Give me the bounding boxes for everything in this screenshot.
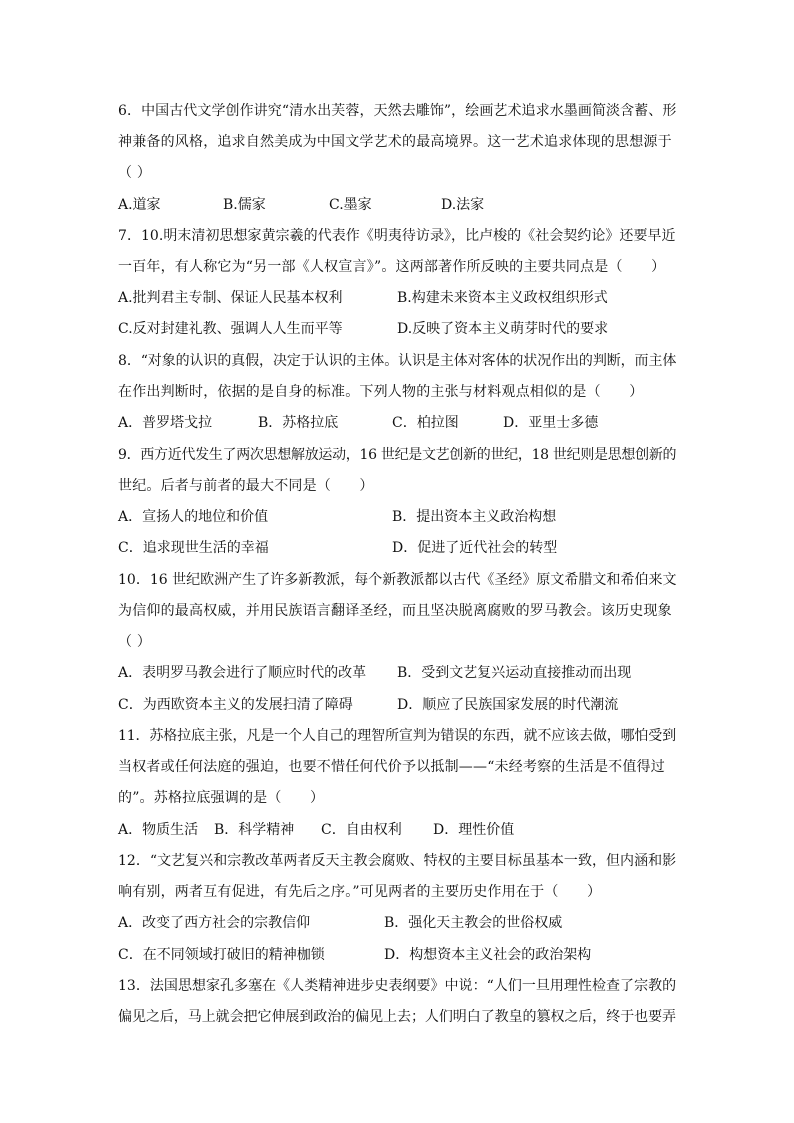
- q10-option-d[interactable]: D．顺应了民族国家发展的时代潮流: [397, 697, 619, 713]
- q8-option-b[interactable]: B．苏格拉底: [258, 415, 339, 431]
- q7-line-1: 7．10.明末清初思想家黄宗羲的代表作《明夷待访录》，比卢梭的《社会契约论》还要早近: [118, 228, 676, 244]
- q7-line-2: 一百年，有人称它为“另一部《人权宣言》”。这两部著作所反映的主要共同点是（ ）: [118, 259, 666, 275]
- q11-option-c[interactable]: C．自由权利: [321, 822, 402, 838]
- q11-option-b[interactable]: B．科学精神: [214, 822, 295, 838]
- q8-option-d[interactable]: D．亚里士多德: [503, 415, 599, 431]
- q9-option-a[interactable]: A．宣扬人的地位和价值: [118, 509, 269, 525]
- q6-option-c[interactable]: C.墨家: [329, 197, 372, 213]
- q8-line-2: 在作出判断时，依据的是自身的标准。下列人物的主张与材料观点相似的是（ ）: [118, 384, 644, 400]
- q6-line-1: 6．中国古代文学创作讲究“清水出芙蓉，天然去雕饰”，绘画艺术追求水墨画简淡含蓄、形: [118, 103, 677, 119]
- q7-option-d[interactable]: D.反映了资本主义萌芽时代的要求: [397, 321, 609, 337]
- q11-option-d[interactable]: D．理性价值: [433, 822, 515, 838]
- q9-option-d[interactable]: D．促进了近代社会的转型: [392, 540, 558, 556]
- q10-option-c[interactable]: C．为西欧资本主义的发展扫清了障碍: [118, 697, 353, 713]
- q12-line-2: 响有别，两者互有促进，有先后之序。”可见两者的主要历史作用在于（ ）: [118, 884, 602, 900]
- q12-line-1: 12．“文艺复兴和宗教改革两者反天主教会腐败、特权的主要目标虽基本一致，但内涵和影: [118, 853, 677, 869]
- q7-option-a[interactable]: A.批判君主专制、保证人民基本权利: [118, 290, 343, 306]
- q10-line-1: 10．16 世纪欧洲产生了许多新教派，每个新教派都以古代《圣经》原文希腊文和希伯来文: [118, 572, 677, 588]
- q13-line-1: 13．法国思想家孔多塞在《人类精神进步史表纲要》中说：“人们一旦用理性检查了宗教的: [118, 978, 677, 994]
- q11-line-1: 11．苏格拉底主张，凡是一个人自己的理智所宣判为错误的东西，就不应该去做，哪怕受到: [118, 728, 677, 744]
- q8-option-a[interactable]: A．普罗塔戈拉: [118, 415, 213, 431]
- q10-line-2: 为信仰的最高权威，并用民族语言翻译圣经，而且坚决脱离腐败的罗马教会。该历史现象: [118, 603, 672, 619]
- q10-option-b[interactable]: B．受到文艺复兴运动直接推动而出现: [397, 665, 632, 681]
- q12-option-d[interactable]: D．构想资本主义社会的政治架构: [384, 947, 592, 963]
- q13-line-2: 偏见之后，马上就会把它伸展到政治的偏见上去；人们明白了教皇的篡权之后，终于也要弄: [118, 1009, 676, 1025]
- q7-option-c[interactable]: C.反对封建礼教、强调人人生而平等: [118, 321, 343, 337]
- q11-option-a[interactable]: A．物质生活: [118, 822, 199, 838]
- q8-option-c[interactable]: C．柏拉图: [392, 415, 459, 431]
- q12-option-b[interactable]: B．强化天主教会的世俗权威: [384, 915, 563, 931]
- q6-line-2: 神兼备的风格，追求自然美成为中国文学艺术的最高境界。这一艺术追求体现的思想源于: [118, 134, 672, 150]
- q9-option-c[interactable]: C．追求现世生活的幸福: [118, 540, 269, 556]
- q10-option-a[interactable]: A．表明罗马教会进行了顺应时代的改革: [118, 665, 367, 681]
- q7-option-b[interactable]: B.构建未来资本主义政权组织形式: [397, 290, 608, 306]
- q9-option-b[interactable]: B．提出资本主义政治构想: [392, 509, 557, 525]
- q6-option-d[interactable]: D.法家: [441, 197, 485, 213]
- q11-line-3: 的”。苏格拉底强调的是（ ）: [118, 790, 325, 806]
- q9-line-1: 9．西方近代发生了两次思想解放运动，16 世纪是文艺创新的世纪，18 世纪则是思想创新的: [118, 447, 677, 463]
- q6-line-3: （ ）: [118, 165, 152, 181]
- q6-option-b[interactable]: B.儒家: [223, 197, 266, 213]
- q9-line-2: 世纪。后者与前者的最大不同是（ ）: [118, 478, 374, 494]
- q11-line-2: 当权者或任何法庭的强迫，也要不惜任何代价予以抵制——“未经考察的生活是不值得过: [118, 759, 665, 775]
- q12-option-c[interactable]: C．在不同领域打破旧的精神枷锁: [118, 947, 325, 963]
- q10-line-3: （ ）: [118, 634, 152, 650]
- q12-option-a[interactable]: A．改变了西方社会的宗教信仰: [118, 915, 311, 931]
- q8-line-1: 8．“对象的认识的真假，决定于认识的主体。认识是主体对客体的状况作出的判断，而主体: [118, 353, 677, 369]
- q6-option-a[interactable]: A.道家: [118, 197, 161, 213]
